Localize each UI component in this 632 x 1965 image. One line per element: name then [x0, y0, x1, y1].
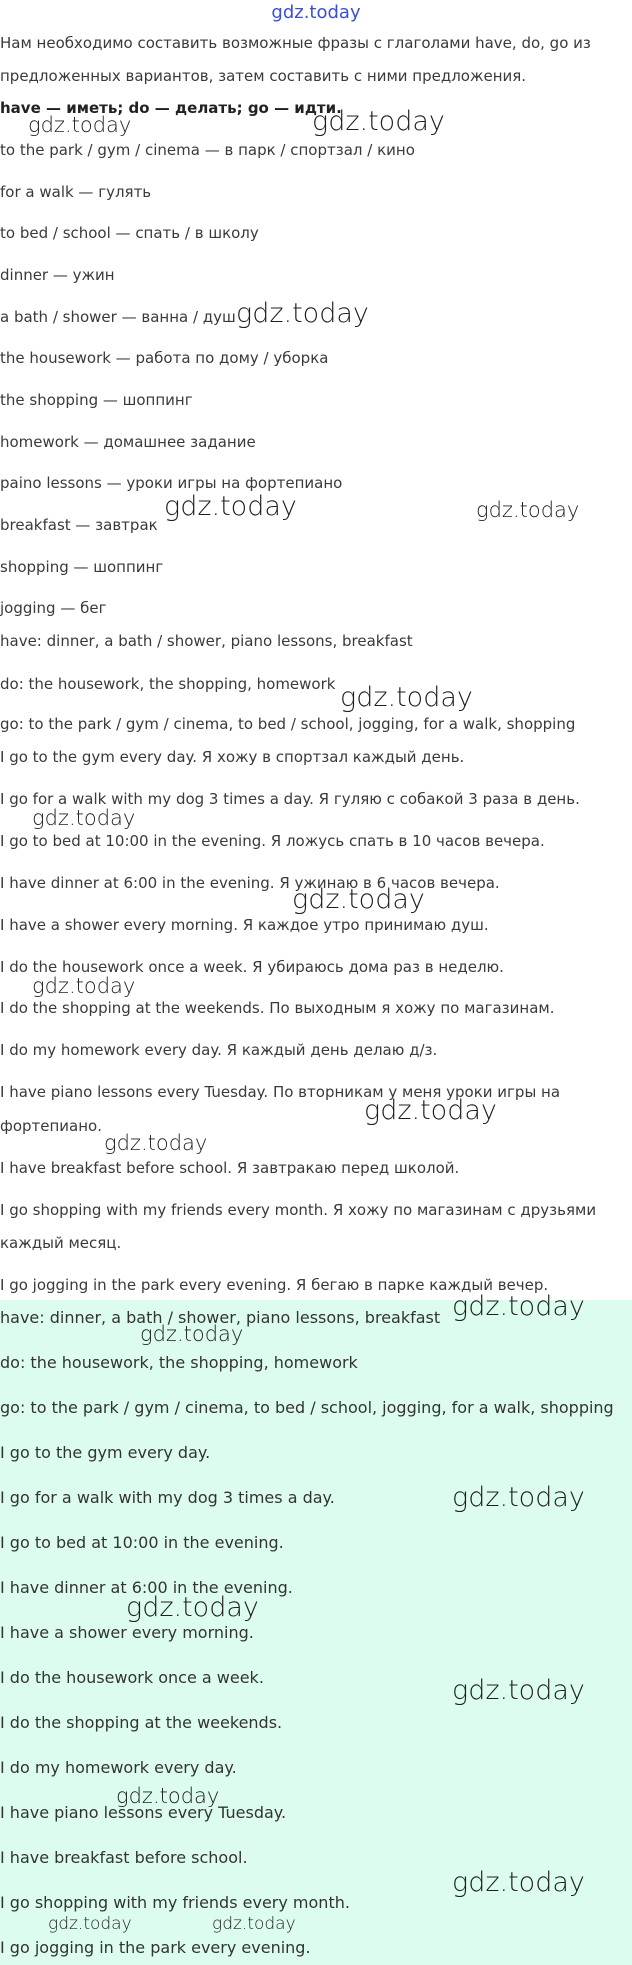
watermark: gdz.today [104, 1131, 208, 1155]
watermark: gdz.today [452, 1482, 585, 1513]
vocab-item: paino lessons — уроки игры на фортепиано [0, 474, 343, 492]
answer-sentence: I have breakfast before school. [0, 1848, 248, 1867]
watermark: gdz.today [116, 1784, 220, 1808]
vocab-item: shopping — шоппинг [0, 558, 164, 576]
sentence: I do the shopping at the weekends. По выходным я хожу по магазинам. [0, 999, 555, 1017]
sentence: I do my homework every day. Я каждый день делаю д/з. [0, 1041, 438, 1059]
vocab-item: to the park / gym / cinema — в парк / спортзал / кино [0, 141, 415, 159]
sentence: фортепиано. [0, 1117, 102, 1135]
watermark: gdz.today [236, 298, 369, 329]
watermark: gdz.today [476, 498, 580, 522]
answer-block [0, 1300, 632, 1965]
watermark: gdz.today [292, 884, 425, 915]
watermark: gdz.today [364, 1095, 497, 1126]
vocab-item: for a walk — гулять [0, 183, 152, 201]
answer-sentence: I do the housework once a week. [0, 1668, 264, 1687]
sentence: I go to the gym every day. Я хожу в спортзал каждый день. [0, 748, 465, 766]
answer-sentence: I have dinner at 6:00 in the evening. [0, 1578, 293, 1597]
vocab-item: a bath / shower — ванна / душ [0, 308, 236, 326]
answer-sentence: I do my homework every day. [0, 1758, 237, 1777]
watermark: gdz.today [312, 106, 445, 137]
vocab-item: dinner — ужин [0, 266, 115, 284]
sentence: I have piano lessons every Tuesday. По вторникам у меня уроки игры на [0, 1083, 561, 1101]
watermark: gdz.today [126, 1592, 259, 1623]
watermark: gdz.today [452, 1675, 585, 1706]
watermark: gdz.today [32, 806, 136, 830]
watermark: gdz.today [140, 1322, 244, 1346]
answer-group-do: do: the housework, the shopping, homework [0, 1353, 358, 1372]
vocab-item: jogging — бег [0, 599, 107, 617]
sentence: каждый месяц. [0, 1234, 122, 1252]
watermark: gdz.today [212, 1914, 296, 1934]
watermark: gdz.today [452, 1291, 585, 1322]
sentence: I have a shower every morning. Я каждое утро принимаю душ. [0, 916, 489, 934]
answer-sentence: I have piano lessons every Tuesday. [0, 1803, 287, 1822]
answer-sentence: I go for a walk with my dog 3 times a day. [0, 1488, 335, 1507]
sentence: I go shopping with my friends every month. Я хожу по магазинам с друзьями [0, 1201, 597, 1219]
watermark: gdz.today [28, 113, 132, 137]
answer-sentence: I go jogging in the park every evening. [0, 1938, 311, 1957]
answer-group-go: go: to the park / gym / cinema, to bed / school, jogging, for a walk, shopping [0, 1398, 614, 1417]
vocab-item: the shopping — шоппинг [0, 391, 193, 409]
answer-sentence: I go to bed at 10:00 in the evening. [0, 1533, 284, 1552]
site-logo[interactable]: gdz.today [271, 2, 361, 23]
sentence: I go jogging in the park every evening. Я бегаю в парке каждый вечер. [0, 1276, 549, 1294]
sentence: I do the housework once a week. Я убираюсь дома раз в неделю. [0, 958, 504, 976]
answer-sentence: I go to the gym every day. [0, 1443, 211, 1462]
sentence: I go to bed at 10:00 in the evening. Я ложусь спать в 10 часов вечера. [0, 832, 545, 850]
answer-sentence: I do the shopping at the weekends. [0, 1713, 283, 1732]
watermark: gdz.today [48, 1914, 132, 1934]
sentence: I go for a walk with my dog 3 times a day. Я гуляю с собакой 3 раза в день. [0, 790, 580, 808]
watermark: gdz.today [164, 491, 297, 522]
group-have: have: dinner, a bath / shower, piano lessons, breakfast [0, 632, 413, 650]
heading: have — иметь; do — делать; go — идти. [0, 99, 342, 117]
sentence: I have dinner at 6:00 in the evening. Я ужинаю в 6 часов вечера. [0, 874, 500, 892]
vocab-item: breakfast — завтрак [0, 516, 158, 534]
vocab-item: to bed / school — спать / в школу [0, 224, 259, 242]
watermark: gdz.today [452, 1867, 585, 1898]
answer-group-have: have: dinner, a bath / shower, piano lessons, breakfast [0, 1308, 441, 1327]
vocab-item: homework — домашнее задание [0, 433, 256, 451]
intro-text: Нам необходимо составить возможные фразы с глаголами have, do, go из предложенных вариантов, затем составить с ними предложения. [0, 34, 591, 85]
answer-sentence: I have a shower every morning. [0, 1623, 254, 1642]
answer-sentence: I go shopping with my friends every month. [0, 1893, 350, 1912]
vocab-item: the housework — работа по дому / уборка [0, 349, 329, 367]
group-do: do: the housework, the shopping, homework [0, 675, 336, 693]
group-go: go: to the park / gym / cinema, to bed / school, jogging, for a walk, shopping [0, 715, 576, 733]
watermark: gdz.today [340, 682, 473, 713]
watermark: gdz.today [32, 974, 136, 998]
sentence: I have breakfast before school. Я завтракаю перед школой. [0, 1159, 460, 1177]
